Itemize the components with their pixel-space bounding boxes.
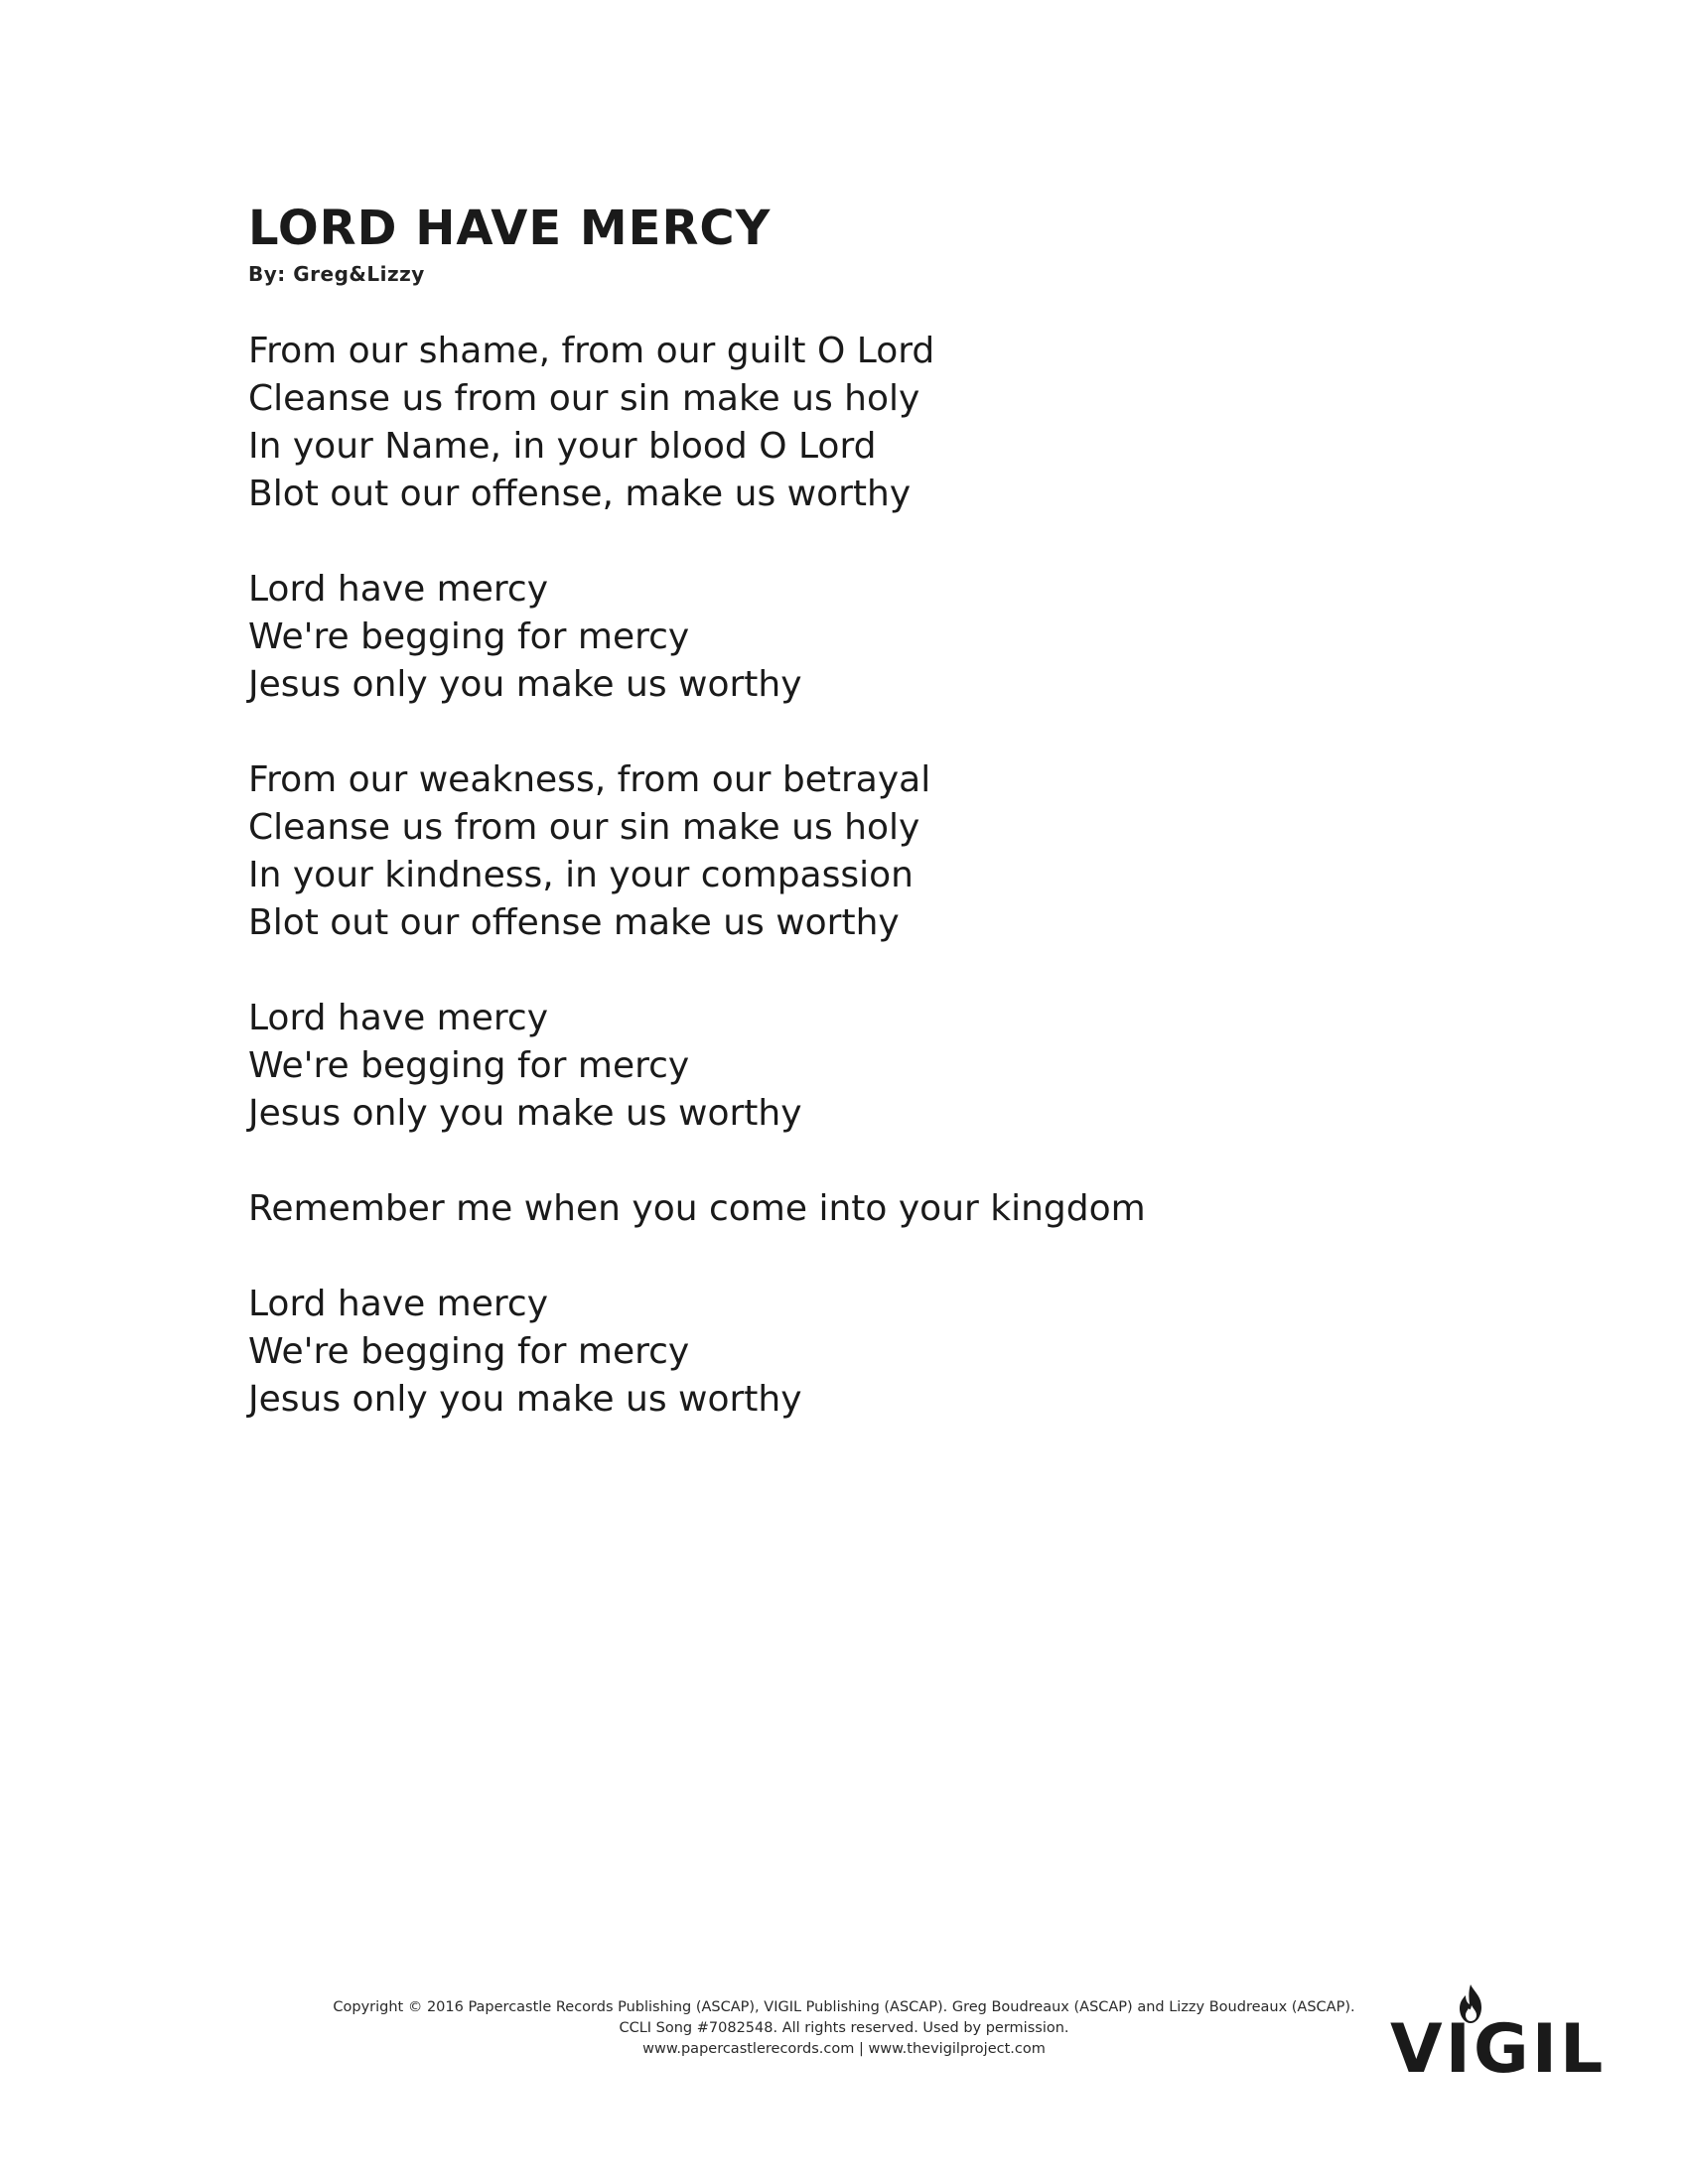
lyric-line: We're begging for mercy (248, 616, 690, 657)
logo-wordmark: VIGIL (1390, 2010, 1607, 2089)
stanza-verse-2 (248, 756, 1440, 947)
lyric-line: Jesus only you make us worthy (248, 1093, 802, 1134)
lyrics-body (248, 328, 1440, 1471)
lyric-line: Blot out our offense, make us worthy (248, 474, 912, 514)
lyric-line: Cleanse us from our sin make us holy (248, 807, 920, 848)
lyric-line: Jesus only you make us worthy (248, 1379, 802, 1420)
website-links[interactable]: www.papercastlerecords.com | www.thevigilproject.com (642, 2041, 1046, 2057)
lyric-line: We're begging for mercy (248, 1331, 690, 1372)
copyright-footer (248, 1997, 1440, 2060)
lyric-line: Remember me when you come into your kingdom (248, 1188, 1146, 1229)
lyric-line: Lord have mercy (248, 569, 549, 610)
stanza-bridge (248, 1185, 1440, 1233)
stanza-chorus-1 (248, 566, 1440, 709)
song-byline: By: Greg&Lizzy (248, 262, 425, 286)
lyric-line: In your kindness, in your compassion (248, 855, 914, 895)
copyright-text: Copyright © 2016 Papercastle Records Publishing (ASCAP), VIGIL Publishing (ASCAP). Greg Boudreaux (ASCAP) and Lizzy Boudreaux (ASCAP). (333, 1999, 1355, 2015)
lyric-line: In your Name, in your blood O Lord (248, 426, 877, 467)
vigil-logo (1390, 1983, 1607, 2093)
stanza-chorus-3 (248, 1281, 1440, 1424)
lyric-line: Cleanse us from our sin make us holy (248, 378, 920, 419)
ccli-text: CCLI Song #7082548. All rights reserved. Used by permission. (619, 2020, 1069, 2036)
lyric-line: Lord have mercy (248, 1284, 549, 1324)
lyric-line: Blot out our offense make us worthy (248, 902, 900, 943)
stanza-verse-1 (248, 328, 1440, 518)
stanza-chorus-2 (248, 995, 1440, 1138)
lyric-line: From our weakness, from our betrayal (248, 759, 931, 800)
song-title: LORD HAVE MERCY (248, 201, 772, 256)
lyric-line: From our shame, from our guilt O Lord (248, 331, 935, 371)
lyric-line: Lord have mercy (248, 998, 549, 1038)
lyric-line: Jesus only you make us worthy (248, 664, 802, 705)
lyric-line: We're begging for mercy (248, 1045, 690, 1086)
